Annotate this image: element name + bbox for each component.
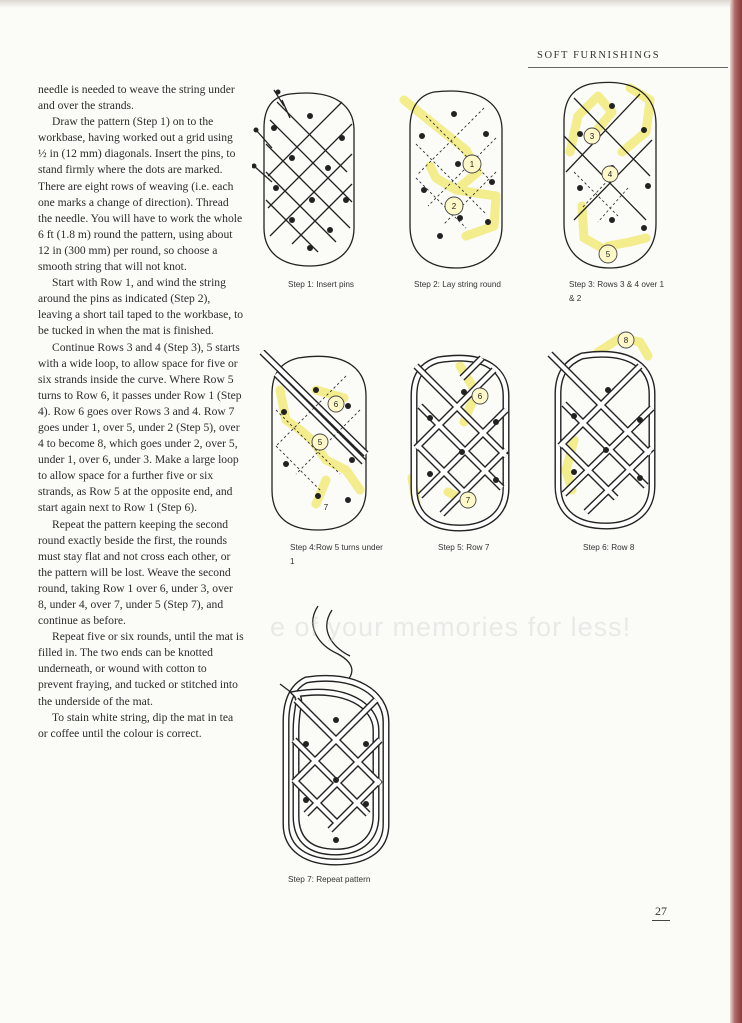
header-rule bbox=[528, 67, 728, 68]
paragraph-4: Continue Rows 3 and 4 (Step 3), 5 starts with a wide loop, to allow space for five or six strands inside the curve. Where Row 5 turns to Row 6, it passes under Row 1 (Step 4). Row 6 goes over Rows 3 and 4. Row 7 goes under 1, over 5, under 2 (Step 5), over 4 to become 8, which goes under 2, over 5, under 1, over 6, under 3. Make a large loop to allow space for a further five or six strands, as Row 5 at the opposite end, and start again next to Row 1 (Step 6). bbox=[38, 340, 242, 515]
paragraph-7: To stain white string, dip the mat in tea or coffee until the colour is correct. bbox=[38, 710, 234, 740]
step-7-diagram bbox=[276, 604, 400, 866]
step-6-label-8: 8 bbox=[623, 336, 629, 345]
paragraph-3: Start with Row 1, and wind the string around the pins as indicated (Step 2), leaving a short tail taped to the workbase, to be tucked in when the mat is finished. bbox=[38, 276, 244, 338]
figure-step-4 bbox=[256, 350, 384, 532]
step-1-diagram bbox=[252, 88, 370, 270]
page-number-rule bbox=[652, 920, 670, 921]
body-text bbox=[38, 82, 244, 742]
step-2-label-1: 1 bbox=[469, 160, 475, 169]
step-3-label-4: 4 bbox=[607, 170, 613, 179]
paragraph-2: Draw the pattern (Step 1) on to the workbase, having worked out a grid using ½ in (12 mm) diagonals. Insert the pins, to stand firmly where the dots are marked. There are eight rows of weaving (i.e. each one marks a change of direction). Thread the needle. You will have to work the whole 6 ft (1.8 m) round the pattern, using about 12 in (300 mm) per round, so choose a smooth string that will not knot. bbox=[38, 115, 243, 274]
step-4-diagram bbox=[256, 350, 384, 532]
figure-step-2 bbox=[396, 86, 520, 272]
paragraph-6: Repeat five or six rounds, until the mat is filled in. The two ends can be knotted underneath, or wound with cotton to prevent fraying, and tucked or stitched into the underside of the mat. bbox=[38, 630, 244, 708]
step-4-label-5: 5 bbox=[317, 438, 323, 447]
watermark-text: e of your memories for less! bbox=[270, 612, 632, 642]
figure-step-3 bbox=[552, 76, 670, 272]
figure-step-7 bbox=[276, 604, 400, 866]
step-5-label-6: 6 bbox=[477, 392, 483, 401]
step-3-label-5: 5 bbox=[605, 250, 611, 259]
scan-shadow bbox=[0, 0, 730, 8]
caption-step-7: Step 7: Repeat pattern bbox=[288, 875, 371, 884]
figure-step-6 bbox=[546, 330, 670, 530]
step-2-diagram bbox=[396, 86, 520, 272]
caption-step-4: Step 4:Row 5 turns under 1 bbox=[290, 543, 383, 566]
figure-step-1 bbox=[252, 88, 370, 270]
step-3-diagram bbox=[552, 76, 670, 272]
step-2-label-2: 2 bbox=[451, 202, 457, 211]
caption-step-5: Step 5: Row 7 bbox=[438, 543, 490, 552]
caption-step-3: Step 3: Rows 3 & 4 over 1 & 2 bbox=[569, 280, 665, 303]
book-spine-edge bbox=[730, 0, 742, 1023]
caption-step-1: Step 1: Insert pins bbox=[288, 280, 354, 289]
step-5-label-7: 7 bbox=[465, 496, 471, 505]
caption-step-2: Step 2: Lay string round bbox=[414, 280, 501, 289]
step-3-label-3: 3 bbox=[589, 132, 595, 141]
paragraph-1: needle is needed to weave the string under and over the strands. bbox=[38, 83, 235, 113]
figure-step-5 bbox=[402, 352, 524, 532]
page-number: 27 bbox=[655, 904, 667, 918]
step-5-diagram bbox=[402, 352, 524, 532]
step-4-label-6: 6 bbox=[333, 400, 339, 409]
caption-step-6: Step 6: Row 8 bbox=[583, 543, 635, 552]
paragraph-5: Repeat the pattern keeping the second round exactly beside the first, the rounds must stay flat and not cross each other, or the pattern will be lost. Weave the second round, taking Row 1 over 6, under 3, over 8, under 4, over 7, under 5 (Step 7), and continue as before. bbox=[38, 517, 233, 628]
step-6-diagram bbox=[546, 330, 670, 530]
step-4-label-7: 7 bbox=[323, 503, 329, 512]
section-header: SOFT FURNISHINGS bbox=[537, 50, 661, 61]
